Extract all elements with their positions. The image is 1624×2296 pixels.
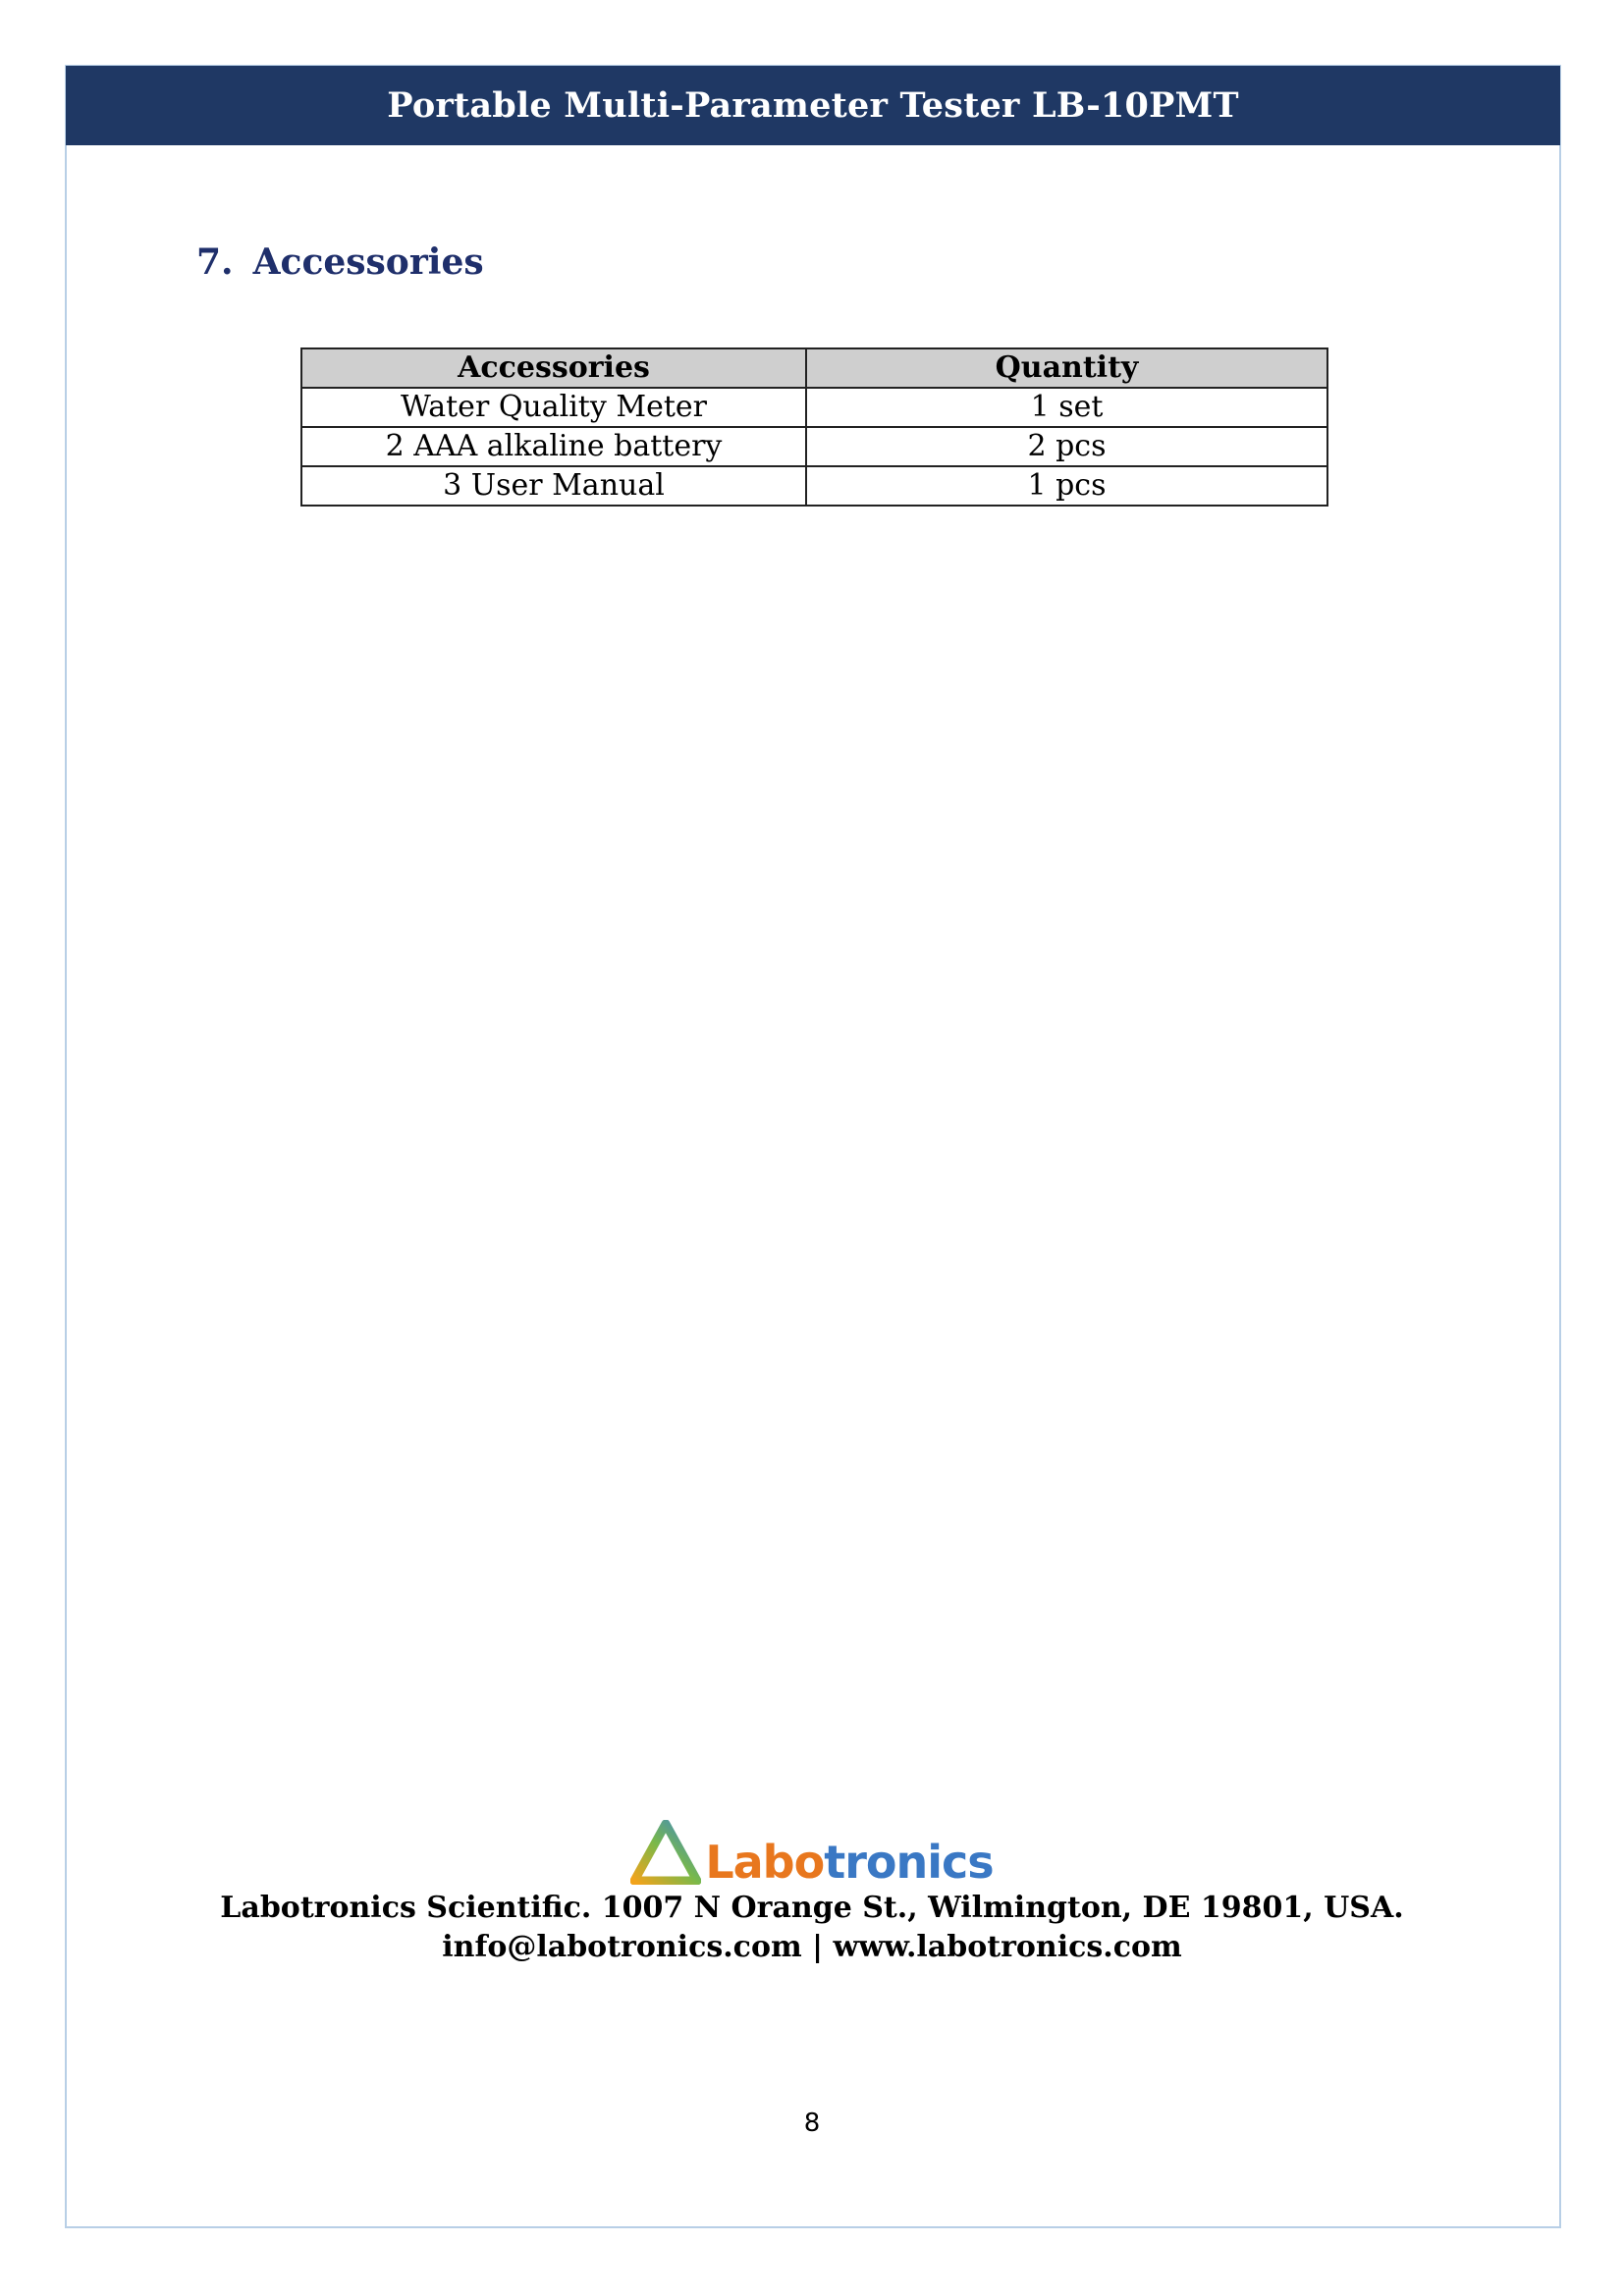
document-header bbox=[66, 66, 1560, 145]
table-cell-quantity: 1 set bbox=[806, 388, 1327, 427]
accessories-table bbox=[300, 347, 1328, 507]
table-cell-quantity: 1 pcs bbox=[806, 466, 1327, 506]
table-cell-quantity: 2 pcs bbox=[806, 427, 1327, 466]
page-number: 8 bbox=[803, 2109, 821, 2138]
footer bbox=[0, 1806, 1624, 1967]
logo-wordmark: Labotronics bbox=[705, 1836, 994, 1889]
company-contact: info@labotronics.com | www.labotronics.com bbox=[442, 1930, 1182, 1964]
document-title: Portable Multi-Parameter Tester LB-10PMT bbox=[387, 85, 1239, 126]
table-row bbox=[301, 388, 1327, 427]
company-logo bbox=[630, 1806, 994, 1889]
table-cell-item: 3 User Manual bbox=[301, 466, 806, 506]
column-header-accessories: Accessories bbox=[301, 348, 806, 388]
table-row bbox=[301, 427, 1327, 466]
company-address: Labotronics Scientific. 1007 N Orange St., Wilmington, DE 19801, USA. bbox=[220, 1891, 1404, 1925]
table-row bbox=[301, 466, 1327, 506]
section-heading bbox=[196, 241, 484, 283]
table-cell-item: Water Quality Meter bbox=[301, 388, 806, 427]
table-cell-item: 2 AAA alkaline battery bbox=[301, 427, 806, 466]
triangle-logo-icon bbox=[630, 1820, 701, 1885]
table-header-row bbox=[301, 348, 1327, 388]
section-number: 7. bbox=[196, 241, 234, 283]
section-title: Accessories bbox=[252, 241, 484, 283]
column-header-quantity: Quantity bbox=[806, 348, 1327, 388]
